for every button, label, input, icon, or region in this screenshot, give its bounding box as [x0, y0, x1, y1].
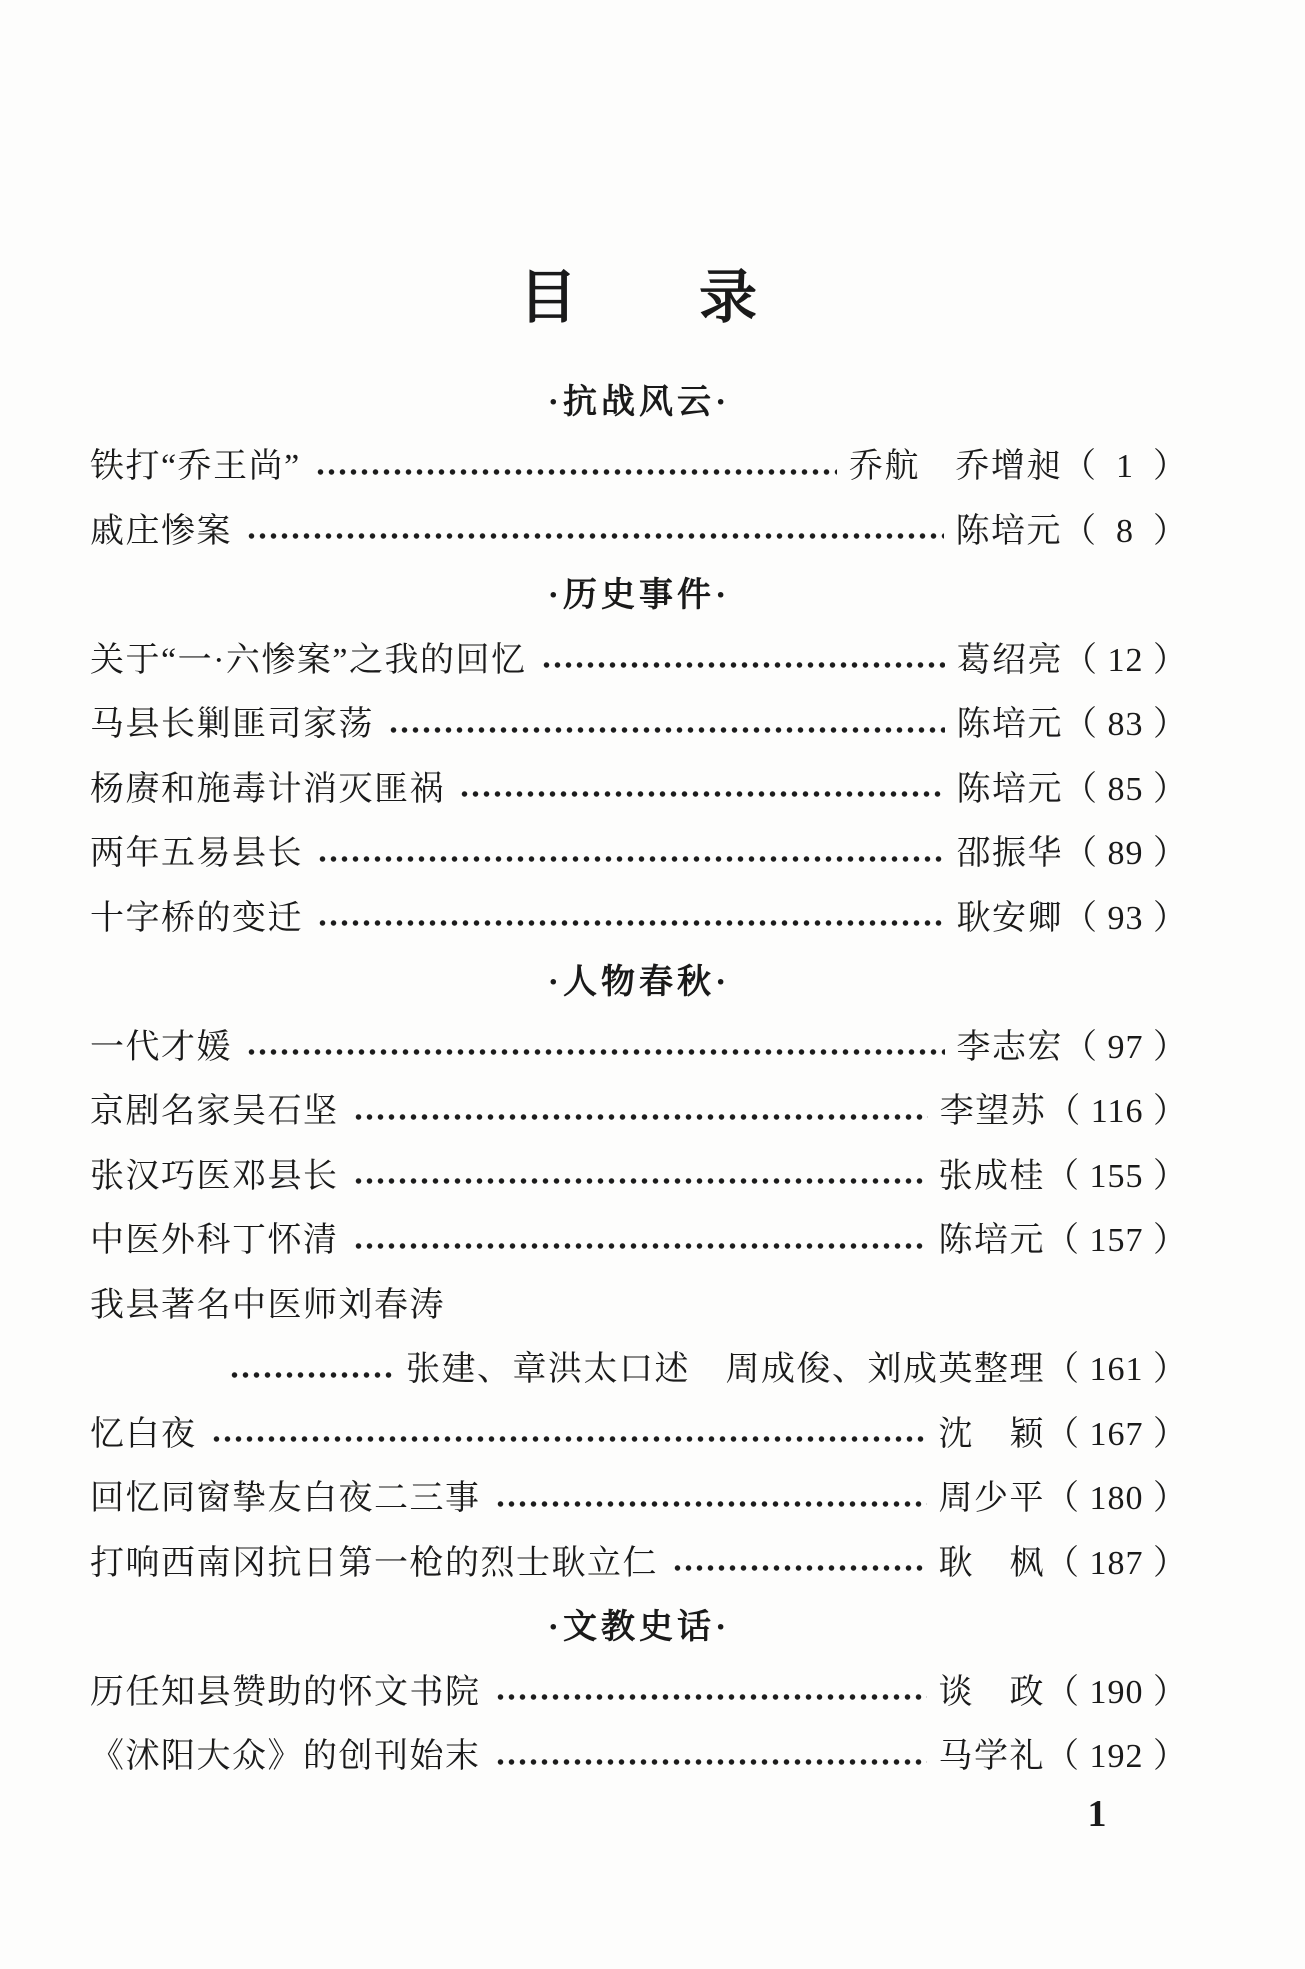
- entry-page-number: （ 97 ）: [1063, 1028, 1188, 1066]
- entry-title: 忆白夜: [90, 1415, 197, 1453]
- dot-leader: [229, 1372, 394, 1378]
- dot-leader: [672, 1565, 927, 1571]
- entry-author: 陈培元: [938, 1222, 1045, 1260]
- entry-title: 京剧名家吴石坚: [90, 1093, 339, 1131]
- entry-page-number: （ 167 ）: [1045, 1415, 1188, 1453]
- entry-title: 铁打“乔王尚”: [90, 448, 301, 486]
- entry-title: 十字桥的变迁: [90, 899, 303, 937]
- entry-page-number: （ 85 ）: [1063, 770, 1188, 808]
- toc-entry: [90, 1463, 1188, 1528]
- toc-entry-continuation: [90, 1334, 1188, 1399]
- entry-author: 陈培元: [956, 706, 1063, 744]
- toc-entry: [90, 1140, 1188, 1205]
- toc-entry: [90, 689, 1188, 754]
- toc-entry: [90, 1721, 1188, 1786]
- entry-page-number: （ 83 ）: [1063, 706, 1188, 744]
- entry-author: 乔航 乔增昶: [849, 448, 1062, 486]
- entry-title: 杨赓和施毒计消灭匪祸: [90, 770, 445, 808]
- toc-entry: [90, 1656, 1188, 1721]
- entry-page-number: （ 155 ）: [1045, 1157, 1188, 1195]
- toc-entry: [90, 818, 1188, 883]
- toc-entry: [90, 882, 1188, 947]
- entry-contributors: 张建、章洪太口述 周成俊、刘成英整理: [406, 1351, 1045, 1389]
- entry-title: 《沭阳大众》的创刊始末: [90, 1738, 481, 1776]
- dot-leader: [495, 1501, 927, 1507]
- entry-author: 李志宏: [956, 1028, 1063, 1066]
- dot-leader: [315, 469, 837, 475]
- entry-page-number: （ 116 ）: [1046, 1093, 1188, 1131]
- entry-page-number: （ 89 ）: [1063, 835, 1188, 873]
- section-heading: ·文教史话·: [547, 1609, 731, 1647]
- toc-entry: [90, 1011, 1188, 1076]
- entry-author: 邵振华: [956, 835, 1063, 873]
- toc-entry: [90, 495, 1188, 560]
- page-title: 目 录: [518, 265, 759, 330]
- entry-page-number: （ 161 ）: [1045, 1351, 1188, 1389]
- entry-title: 回忆同窗挚友白夜二三事: [90, 1480, 481, 1518]
- dot-leader: [317, 920, 945, 926]
- entry-title: 关于“一·六惨案”之我的回忆: [90, 641, 527, 679]
- entry-author: 陈培元: [955, 512, 1062, 550]
- toc-entry: [90, 1205, 1188, 1270]
- entry-author: 耿 枫: [938, 1544, 1045, 1582]
- section-heading: ·人物春秋·: [547, 964, 731, 1002]
- entry-page-number: （ 12 ）: [1063, 641, 1188, 679]
- dot-leader: [495, 1694, 927, 1700]
- entry-title: 马县长剿匪司家荡: [90, 706, 374, 744]
- dot-leader: [317, 856, 945, 862]
- toc-entry: [90, 1527, 1188, 1592]
- entry-author: 张成桂: [938, 1157, 1045, 1195]
- entry-author: 葛绍亮: [956, 641, 1063, 679]
- section-heading: ·抗战风云·: [547, 383, 731, 421]
- entry-title: 张汉巧医邓县长: [90, 1157, 339, 1195]
- toc-entry: [90, 431, 1188, 496]
- entry-author: 马学礼: [938, 1738, 1045, 1776]
- toc-entry: [90, 1398, 1188, 1463]
- entry-title: 戚庄惨案: [90, 512, 232, 550]
- dot-leader: [246, 533, 944, 539]
- entry-title: 打响西南冈抗日第一枪的烈士耿立仁: [90, 1544, 658, 1582]
- entry-title: 我县著名中医师刘春涛: [90, 1286, 445, 1324]
- entry-title: 两年五易县长: [90, 835, 303, 873]
- dot-leader: [495, 1759, 927, 1765]
- entry-page-number: （ 190 ）: [1045, 1673, 1188, 1711]
- dot-leader: [353, 1114, 928, 1120]
- entry-author: 李望苏: [939, 1093, 1047, 1131]
- dot-leader: [388, 727, 945, 733]
- entry-title: 一代才媛: [90, 1028, 232, 1066]
- entry-title: 历任知县赞助的怀文书院: [90, 1673, 481, 1711]
- toc-entry: [90, 1076, 1188, 1141]
- entry-author: 沈 颖: [938, 1415, 1045, 1453]
- dot-leader: [353, 1243, 927, 1249]
- toc-entry: [90, 1269, 1188, 1334]
- entry-author: 周少平: [938, 1480, 1045, 1518]
- toc-list: [90, 366, 1188, 1785]
- dot-leader: [211, 1436, 927, 1442]
- toc-entry: [90, 753, 1188, 818]
- entry-page-number: （ 192 ）: [1045, 1738, 1188, 1776]
- toc-entry: [90, 624, 1188, 689]
- section-heading: ·历史事件·: [547, 577, 731, 615]
- folio-page-number: 1: [1087, 1793, 1107, 1835]
- entry-page-number: （ 93 ）: [1063, 899, 1188, 937]
- dot-leader: [541, 662, 945, 668]
- entry-page-number: （ 187 ）: [1045, 1544, 1188, 1582]
- dot-leader: [459, 791, 945, 797]
- entry-page-number: （ 1 ）: [1062, 448, 1188, 486]
- entry-author: 耿安卿: [956, 899, 1063, 937]
- entry-title: 中医外科丁怀清: [90, 1222, 339, 1260]
- entry-page-number: （ 8 ）: [1062, 512, 1188, 550]
- dot-leader: [353, 1178, 927, 1184]
- entry-page-number: （ 180 ）: [1045, 1480, 1188, 1518]
- entry-author: 谈 政: [938, 1673, 1045, 1711]
- entry-page-number: （ 157 ）: [1045, 1222, 1188, 1260]
- entry-author: 陈培元: [956, 770, 1063, 808]
- dot-leader: [246, 1049, 945, 1055]
